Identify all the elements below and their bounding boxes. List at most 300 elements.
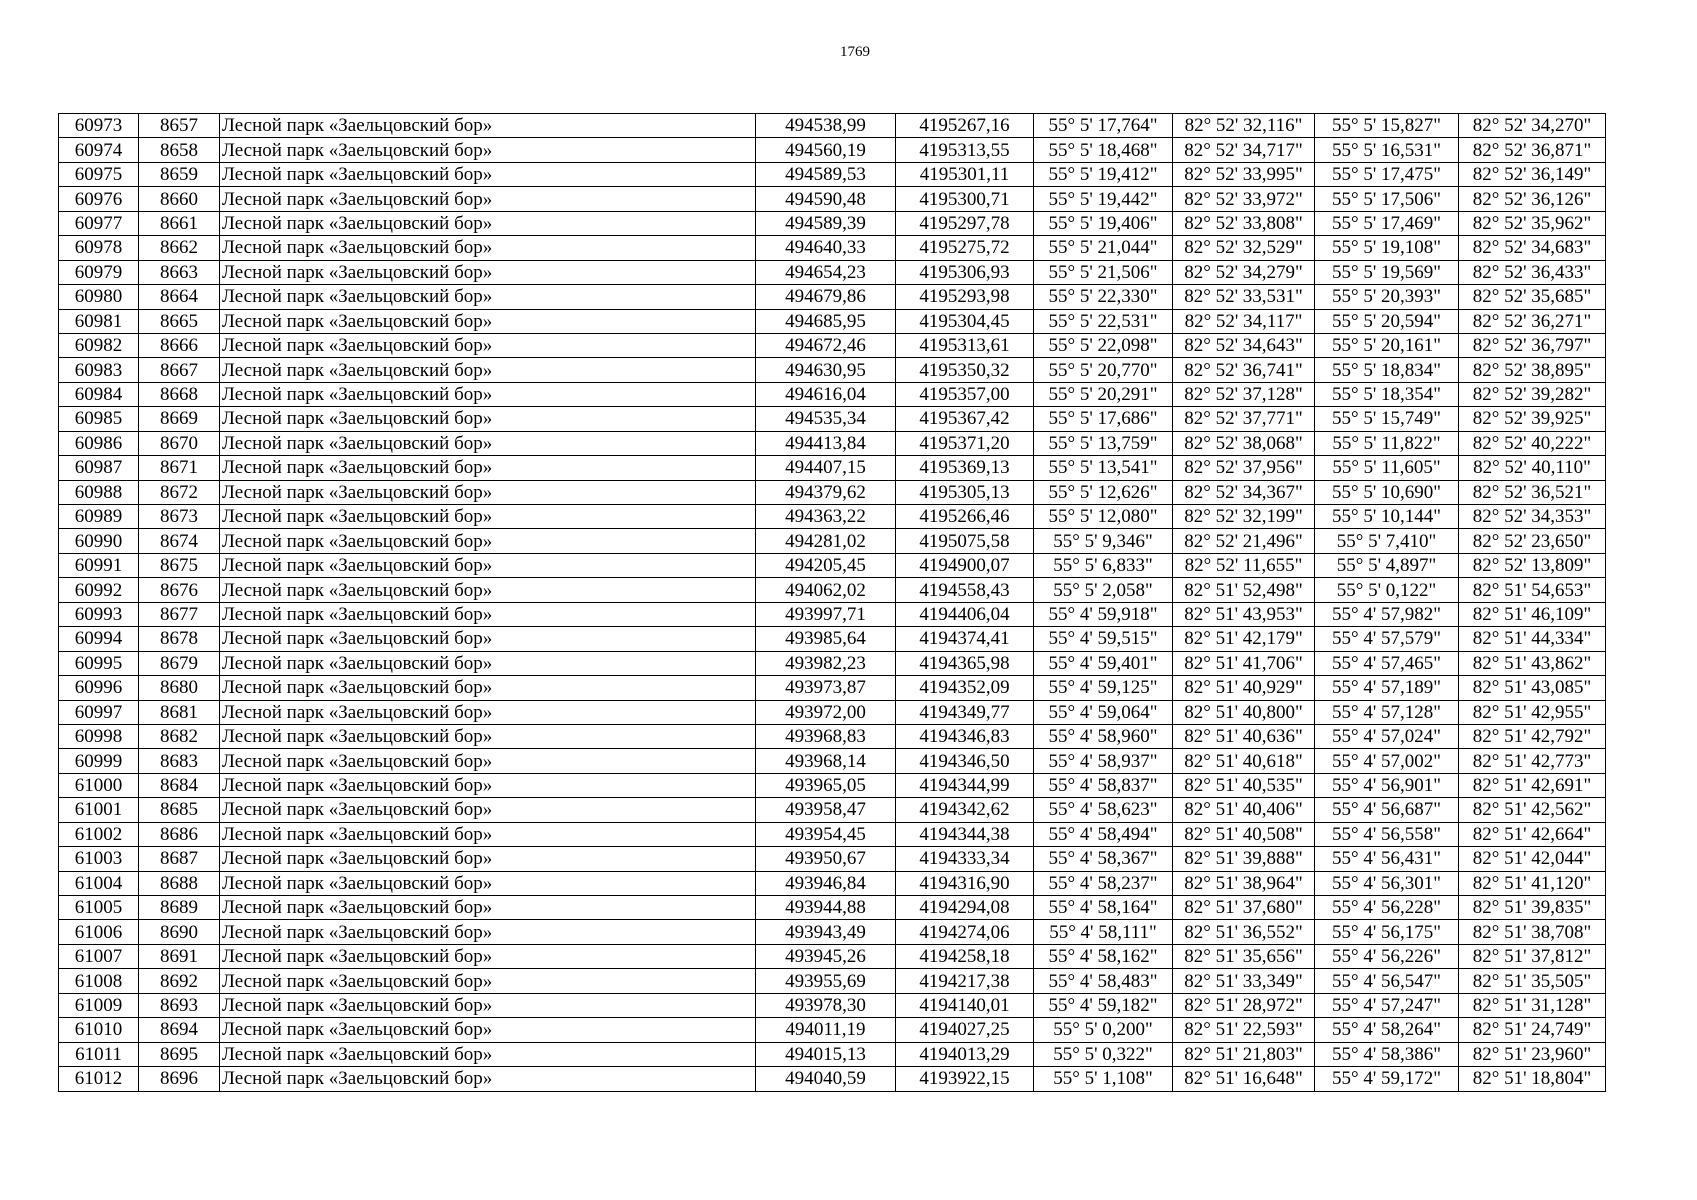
point-number-cell: 8688 xyxy=(139,871,220,895)
northing-cell: 4194258,18 xyxy=(896,944,1034,968)
easting-cell: 494538,99 xyxy=(756,114,896,138)
location-name-cell: Лесной парк «Заельцовский бор» xyxy=(220,749,756,773)
point-id-cell: 61008 xyxy=(59,969,139,993)
longitude-2-cell: 82° 52' 36,521" xyxy=(1459,480,1606,504)
location-name-cell: Лесной парк «Заельцовский бор» xyxy=(220,358,756,382)
point-number-cell: 8672 xyxy=(139,480,220,504)
longitude-2-cell: 82° 51' 41,120" xyxy=(1459,871,1606,895)
location-name-cell: Лесной парк «Заельцовский бор» xyxy=(220,211,756,235)
point-number-cell: 8660 xyxy=(139,187,220,211)
latitude-1-cell: 55° 5' 22,098" xyxy=(1034,333,1173,357)
point-number-cell: 8676 xyxy=(139,578,220,602)
longitude-2-cell: 82° 52' 36,271" xyxy=(1459,309,1606,333)
latitude-2-cell: 55° 5' 15,827" xyxy=(1315,114,1459,138)
easting-cell: 493958,47 xyxy=(756,798,896,822)
longitude-2-cell: 82° 51' 42,664" xyxy=(1459,822,1606,846)
latitude-1-cell: 55° 4' 59,401" xyxy=(1034,651,1173,675)
latitude-2-cell: 55° 4' 57,247" xyxy=(1315,993,1459,1017)
location-name-cell: Лесной парк «Заельцовский бор» xyxy=(220,602,756,626)
table-row xyxy=(59,749,1606,773)
northing-cell: 4195313,61 xyxy=(896,333,1034,357)
point-number-cell: 8679 xyxy=(139,651,220,675)
northing-cell: 4194140,01 xyxy=(896,993,1034,1017)
longitude-1-cell: 82° 52' 38,068" xyxy=(1173,431,1315,455)
point-number-cell: 8661 xyxy=(139,211,220,235)
longitude-1-cell: 82° 51' 16,648" xyxy=(1173,1067,1315,1091)
northing-cell: 4195275,72 xyxy=(896,236,1034,260)
longitude-1-cell: 82° 52' 37,128" xyxy=(1173,382,1315,406)
table-row xyxy=(59,676,1606,700)
point-number-cell: 8693 xyxy=(139,993,220,1017)
latitude-1-cell: 55° 5' 21,506" xyxy=(1034,260,1173,284)
northing-cell: 4195305,13 xyxy=(896,480,1034,504)
easting-cell: 494413,84 xyxy=(756,431,896,455)
northing-cell: 4195300,71 xyxy=(896,187,1034,211)
location-name-cell: Лесной парк «Заельцовский бор» xyxy=(220,651,756,675)
latitude-2-cell: 55° 4' 57,982" xyxy=(1315,602,1459,626)
point-number-cell: 8681 xyxy=(139,700,220,724)
latitude-1-cell: 55° 4' 58,494" xyxy=(1034,822,1173,846)
location-name-cell: Лесной парк «Заельцовский бор» xyxy=(220,529,756,553)
location-name-cell: Лесной парк «Заельцовский бор» xyxy=(220,724,756,748)
latitude-2-cell: 55° 5' 20,393" xyxy=(1315,285,1459,309)
point-id-cell: 60979 xyxy=(59,260,139,284)
location-name-cell: Лесной парк «Заельцовский бор» xyxy=(220,700,756,724)
latitude-1-cell: 55° 4' 58,367" xyxy=(1034,847,1173,871)
longitude-2-cell: 82° 52' 34,353" xyxy=(1459,505,1606,529)
latitude-2-cell: 55° 5' 17,469" xyxy=(1315,211,1459,235)
longitude-1-cell: 82° 51' 38,964" xyxy=(1173,871,1315,895)
latitude-1-cell: 55° 4' 58,623" xyxy=(1034,798,1173,822)
table-row xyxy=(59,138,1606,162)
latitude-2-cell: 55° 4' 57,128" xyxy=(1315,700,1459,724)
table-row xyxy=(59,1042,1606,1066)
table-row xyxy=(59,773,1606,797)
easting-cell: 493968,14 xyxy=(756,749,896,773)
easting-cell: 494654,23 xyxy=(756,260,896,284)
point-number-cell: 8664 xyxy=(139,285,220,309)
easting-cell: 493982,23 xyxy=(756,651,896,675)
longitude-2-cell: 82° 51' 39,835" xyxy=(1459,896,1606,920)
longitude-1-cell: 82° 51' 21,803" xyxy=(1173,1042,1315,1066)
longitude-2-cell: 82° 51' 42,691" xyxy=(1459,773,1606,797)
latitude-2-cell: 55° 4' 57,579" xyxy=(1315,627,1459,651)
point-number-cell: 8665 xyxy=(139,309,220,333)
longitude-2-cell: 82° 52' 40,222" xyxy=(1459,431,1606,455)
table-row xyxy=(59,260,1606,284)
longitude-2-cell: 82° 52' 39,282" xyxy=(1459,382,1606,406)
location-name-cell: Лесной парк «Заельцовский бор» xyxy=(220,236,756,260)
longitude-1-cell: 82° 52' 11,655" xyxy=(1173,553,1315,577)
point-number-cell: 8670 xyxy=(139,431,220,455)
point-id-cell: 60996 xyxy=(59,676,139,700)
longitude-1-cell: 82° 51' 35,656" xyxy=(1173,944,1315,968)
longitude-1-cell: 82° 52' 37,771" xyxy=(1173,407,1315,431)
longitude-2-cell: 82° 51' 24,749" xyxy=(1459,1018,1606,1042)
northing-cell: 4194352,09 xyxy=(896,676,1034,700)
point-id-cell: 60975 xyxy=(59,162,139,186)
point-id-cell: 60976 xyxy=(59,187,139,211)
easting-cell: 494685,95 xyxy=(756,309,896,333)
longitude-2-cell: 82° 52' 34,270" xyxy=(1459,114,1606,138)
location-name-cell: Лесной парк «Заельцовский бор» xyxy=(220,896,756,920)
point-id-cell: 60992 xyxy=(59,578,139,602)
longitude-1-cell: 82° 52' 32,116" xyxy=(1173,114,1315,138)
table-row xyxy=(59,285,1606,309)
latitude-2-cell: 55° 5' 19,569" xyxy=(1315,260,1459,284)
latitude-2-cell: 55° 4' 58,264" xyxy=(1315,1018,1459,1042)
longitude-1-cell: 82° 52' 34,117" xyxy=(1173,309,1315,333)
latitude-1-cell: 55° 5' 21,044" xyxy=(1034,236,1173,260)
latitude-1-cell: 55° 5' 0,200" xyxy=(1034,1018,1173,1042)
latitude-1-cell: 55° 5' 20,291" xyxy=(1034,382,1173,406)
point-number-cell: 8685 xyxy=(139,798,220,822)
latitude-1-cell: 55° 4' 58,937" xyxy=(1034,749,1173,773)
point-id-cell: 60999 xyxy=(59,749,139,773)
table-row xyxy=(59,822,1606,846)
easting-cell: 494040,59 xyxy=(756,1067,896,1091)
latitude-1-cell: 55° 5' 22,531" xyxy=(1034,309,1173,333)
latitude-1-cell: 55° 5' 12,080" xyxy=(1034,505,1173,529)
northing-cell: 4194294,08 xyxy=(896,896,1034,920)
table-row xyxy=(59,724,1606,748)
easting-cell: 493972,00 xyxy=(756,700,896,724)
longitude-2-cell: 82° 51' 23,960" xyxy=(1459,1042,1606,1066)
point-id-cell: 60984 xyxy=(59,382,139,406)
location-name-cell: Лесной парк «Заельцовский бор» xyxy=(220,382,756,406)
northing-cell: 4194346,50 xyxy=(896,749,1034,773)
table-row xyxy=(59,847,1606,871)
latitude-2-cell: 55° 5' 17,475" xyxy=(1315,162,1459,186)
point-number-cell: 8689 xyxy=(139,896,220,920)
point-id-cell: 61011 xyxy=(59,1042,139,1066)
point-number-cell: 8692 xyxy=(139,969,220,993)
northing-cell: 4194374,41 xyxy=(896,627,1034,651)
longitude-1-cell: 82° 51' 41,706" xyxy=(1173,651,1315,675)
easting-cell: 493946,84 xyxy=(756,871,896,895)
point-id-cell: 61000 xyxy=(59,773,139,797)
location-name-cell: Лесной парк «Заельцовский бор» xyxy=(220,260,756,284)
northing-cell: 4194558,43 xyxy=(896,578,1034,602)
easting-cell: 494281,02 xyxy=(756,529,896,553)
point-id-cell: 60974 xyxy=(59,138,139,162)
northing-cell: 4195301,11 xyxy=(896,162,1034,186)
location-name-cell: Лесной парк «Заельцовский бор» xyxy=(220,969,756,993)
northing-cell: 4195293,98 xyxy=(896,285,1034,309)
latitude-2-cell: 55° 5' 11,822" xyxy=(1315,431,1459,455)
longitude-1-cell: 82° 51' 42,179" xyxy=(1173,627,1315,651)
longitude-2-cell: 82° 51' 38,708" xyxy=(1459,920,1606,944)
point-id-cell: 60986 xyxy=(59,431,139,455)
point-id-cell: 60991 xyxy=(59,553,139,577)
table-row xyxy=(59,358,1606,382)
latitude-2-cell: 55° 4' 56,226" xyxy=(1315,944,1459,968)
longitude-2-cell: 82° 52' 36,149" xyxy=(1459,162,1606,186)
easting-cell: 493997,71 xyxy=(756,602,896,626)
point-number-cell: 8680 xyxy=(139,676,220,700)
longitude-1-cell: 82° 51' 40,618" xyxy=(1173,749,1315,773)
longitude-2-cell: 82° 51' 42,562" xyxy=(1459,798,1606,822)
longitude-1-cell: 82° 52' 32,199" xyxy=(1173,505,1315,529)
longitude-1-cell: 82° 51' 33,349" xyxy=(1173,969,1315,993)
latitude-1-cell: 55° 5' 17,764" xyxy=(1034,114,1173,138)
northing-cell: 4194346,83 xyxy=(896,724,1034,748)
latitude-2-cell: 55° 5' 17,506" xyxy=(1315,187,1459,211)
easting-cell: 493978,30 xyxy=(756,993,896,1017)
table-row xyxy=(59,211,1606,235)
northing-cell: 4193922,15 xyxy=(896,1067,1034,1091)
point-number-cell: 8690 xyxy=(139,920,220,944)
point-number-cell: 8683 xyxy=(139,749,220,773)
latitude-1-cell: 55° 5' 13,541" xyxy=(1034,456,1173,480)
northing-cell: 4194342,62 xyxy=(896,798,1034,822)
easting-cell: 494616,04 xyxy=(756,382,896,406)
easting-cell: 494062,02 xyxy=(756,578,896,602)
page-number: 1769 xyxy=(840,44,870,60)
location-name-cell: Лесной парк «Заельцовский бор» xyxy=(220,456,756,480)
longitude-2-cell: 82° 51' 42,792" xyxy=(1459,724,1606,748)
latitude-1-cell: 55° 4' 59,182" xyxy=(1034,993,1173,1017)
point-number-cell: 8669 xyxy=(139,407,220,431)
point-id-cell: 60990 xyxy=(59,529,139,553)
point-id-cell: 60988 xyxy=(59,480,139,504)
latitude-2-cell: 55° 4' 56,228" xyxy=(1315,896,1459,920)
location-name-cell: Лесной парк «Заельцовский бор» xyxy=(220,822,756,846)
table-row xyxy=(59,236,1606,260)
northing-cell: 4194013,29 xyxy=(896,1042,1034,1066)
longitude-2-cell: 82° 51' 44,334" xyxy=(1459,627,1606,651)
latitude-1-cell: 55° 5' 13,759" xyxy=(1034,431,1173,455)
latitude-1-cell: 55° 5' 12,626" xyxy=(1034,480,1173,504)
longitude-1-cell: 82° 52' 33,808" xyxy=(1173,211,1315,235)
easting-cell: 494590,48 xyxy=(756,187,896,211)
latitude-2-cell: 55° 4' 56,687" xyxy=(1315,798,1459,822)
longitude-2-cell: 82° 52' 36,797" xyxy=(1459,333,1606,357)
northing-cell: 4194217,38 xyxy=(896,969,1034,993)
easting-cell: 494679,86 xyxy=(756,285,896,309)
location-name-cell: Лесной парк «Заельцовский бор» xyxy=(220,431,756,455)
table-row xyxy=(59,602,1606,626)
latitude-2-cell: 55° 5' 7,410" xyxy=(1315,529,1459,553)
longitude-2-cell: 82° 51' 18,804" xyxy=(1459,1067,1606,1091)
latitude-1-cell: 55° 4' 58,111" xyxy=(1034,920,1173,944)
point-id-cell: 60980 xyxy=(59,285,139,309)
point-number-cell: 8691 xyxy=(139,944,220,968)
point-number-cell: 8673 xyxy=(139,505,220,529)
longitude-1-cell: 82° 52' 34,643" xyxy=(1173,333,1315,357)
latitude-2-cell: 55° 4' 56,175" xyxy=(1315,920,1459,944)
table-row xyxy=(59,871,1606,895)
latitude-1-cell: 55° 4' 58,960" xyxy=(1034,724,1173,748)
location-name-cell: Лесной парк «Заельцовский бор» xyxy=(220,187,756,211)
location-name-cell: Лесной парк «Заельцовский бор» xyxy=(220,920,756,944)
latitude-2-cell: 55° 5' 11,605" xyxy=(1315,456,1459,480)
point-id-cell: 60978 xyxy=(59,236,139,260)
latitude-1-cell: 55° 5' 9,346" xyxy=(1034,529,1173,553)
point-id-cell: 60983 xyxy=(59,358,139,382)
latitude-2-cell: 55° 4' 59,172" xyxy=(1315,1067,1459,1091)
location-name-cell: Лесной парк «Заельцовский бор» xyxy=(220,627,756,651)
northing-cell: 4194027,25 xyxy=(896,1018,1034,1042)
longitude-1-cell: 82° 52' 34,279" xyxy=(1173,260,1315,284)
northing-cell: 4195357,00 xyxy=(896,382,1034,406)
longitude-1-cell: 82° 52' 32,529" xyxy=(1173,236,1315,260)
location-name-cell: Лесной парк «Заельцовский бор» xyxy=(220,480,756,504)
table-row xyxy=(59,944,1606,968)
point-id-cell: 60977 xyxy=(59,211,139,235)
longitude-1-cell: 82° 52' 33,531" xyxy=(1173,285,1315,309)
longitude-2-cell: 82° 52' 36,433" xyxy=(1459,260,1606,284)
easting-cell: 494363,22 xyxy=(756,505,896,529)
longitude-2-cell: 82° 52' 23,650" xyxy=(1459,529,1606,553)
easting-cell: 494630,95 xyxy=(756,358,896,382)
point-id-cell: 60995 xyxy=(59,651,139,675)
northing-cell: 4195306,93 xyxy=(896,260,1034,284)
easting-cell: 494589,39 xyxy=(756,211,896,235)
longitude-2-cell: 82° 52' 36,871" xyxy=(1459,138,1606,162)
table-row xyxy=(59,456,1606,480)
point-number-cell: 8677 xyxy=(139,602,220,626)
latitude-1-cell: 55° 5' 0,322" xyxy=(1034,1042,1173,1066)
latitude-2-cell: 55° 4' 56,301" xyxy=(1315,871,1459,895)
longitude-2-cell: 82° 51' 35,505" xyxy=(1459,969,1606,993)
easting-cell: 493954,45 xyxy=(756,822,896,846)
latitude-1-cell: 55° 5' 6,833" xyxy=(1034,553,1173,577)
latitude-1-cell: 55° 4' 58,837" xyxy=(1034,773,1173,797)
latitude-2-cell: 55° 5' 10,690" xyxy=(1315,480,1459,504)
table-row xyxy=(59,896,1606,920)
latitude-2-cell: 55° 4' 58,386" xyxy=(1315,1042,1459,1066)
point-id-cell: 60981 xyxy=(59,309,139,333)
latitude-1-cell: 55° 5' 2,058" xyxy=(1034,578,1173,602)
latitude-2-cell: 55° 5' 19,108" xyxy=(1315,236,1459,260)
table-row xyxy=(59,407,1606,431)
point-number-cell: 8659 xyxy=(139,162,220,186)
location-name-cell: Лесной парк «Заельцовский бор» xyxy=(220,578,756,602)
location-name-cell: Лесной парк «Заельцовский бор» xyxy=(220,1018,756,1042)
easting-cell: 494672,46 xyxy=(756,333,896,357)
point-id-cell: 61009 xyxy=(59,993,139,1017)
latitude-1-cell: 55° 4' 58,162" xyxy=(1034,944,1173,968)
table-row xyxy=(59,333,1606,357)
easting-cell: 493944,88 xyxy=(756,896,896,920)
location-name-cell: Лесной парк «Заельцовский бор» xyxy=(220,114,756,138)
easting-cell: 493945,26 xyxy=(756,944,896,968)
easting-cell: 493943,49 xyxy=(756,920,896,944)
table-row xyxy=(59,627,1606,651)
point-number-cell: 8667 xyxy=(139,358,220,382)
longitude-2-cell: 82° 52' 34,683" xyxy=(1459,236,1606,260)
latitude-2-cell: 55° 4' 57,002" xyxy=(1315,749,1459,773)
point-number-cell: 8666 xyxy=(139,333,220,357)
point-id-cell: 60998 xyxy=(59,724,139,748)
point-id-cell: 61012 xyxy=(59,1067,139,1091)
latitude-2-cell: 55° 5' 20,594" xyxy=(1315,309,1459,333)
latitude-1-cell: 55° 4' 59,125" xyxy=(1034,676,1173,700)
longitude-2-cell: 82° 52' 40,110" xyxy=(1459,456,1606,480)
latitude-1-cell: 55° 5' 19,442" xyxy=(1034,187,1173,211)
table-row xyxy=(59,553,1606,577)
latitude-2-cell: 55° 5' 18,354" xyxy=(1315,382,1459,406)
point-number-cell: 8657 xyxy=(139,114,220,138)
location-name-cell: Лесной парк «Заельцовский бор» xyxy=(220,1042,756,1066)
easting-cell: 494535,34 xyxy=(756,407,896,431)
easting-cell: 494015,13 xyxy=(756,1042,896,1066)
location-name-cell: Лесной парк «Заельцовский бор» xyxy=(220,993,756,1017)
longitude-2-cell: 82° 51' 42,773" xyxy=(1459,749,1606,773)
table-row xyxy=(59,505,1606,529)
location-name-cell: Лесной парк «Заельцовский бор» xyxy=(220,285,756,309)
location-name-cell: Лесной парк «Заельцовский бор» xyxy=(220,162,756,186)
table-row xyxy=(59,480,1606,504)
northing-cell: 4194900,07 xyxy=(896,553,1034,577)
easting-cell: 494589,53 xyxy=(756,162,896,186)
latitude-1-cell: 55° 5' 22,330" xyxy=(1034,285,1173,309)
point-number-cell: 8658 xyxy=(139,138,220,162)
point-number-cell: 8663 xyxy=(139,260,220,284)
longitude-1-cell: 82° 51' 40,406" xyxy=(1173,798,1315,822)
longitude-1-cell: 82° 52' 33,995" xyxy=(1173,162,1315,186)
northing-cell: 4195369,13 xyxy=(896,456,1034,480)
table-row xyxy=(59,651,1606,675)
latitude-2-cell: 55° 5' 4,897" xyxy=(1315,553,1459,577)
longitude-1-cell: 82° 52' 33,972" xyxy=(1173,187,1315,211)
latitude-1-cell: 55° 5' 20,770" xyxy=(1034,358,1173,382)
longitude-2-cell: 82° 52' 36,126" xyxy=(1459,187,1606,211)
latitude-1-cell: 55° 5' 17,686" xyxy=(1034,407,1173,431)
point-id-cell: 60993 xyxy=(59,602,139,626)
location-name-cell: Лесной парк «Заельцовский бор» xyxy=(220,553,756,577)
northing-cell: 4194344,99 xyxy=(896,773,1034,797)
location-name-cell: Лесной парк «Заельцовский бор» xyxy=(220,871,756,895)
easting-cell: 494205,45 xyxy=(756,553,896,577)
latitude-1-cell: 55° 5' 19,406" xyxy=(1034,211,1173,235)
point-id-cell: 60997 xyxy=(59,700,139,724)
point-number-cell: 8696 xyxy=(139,1067,220,1091)
latitude-2-cell: 55° 5' 15,749" xyxy=(1315,407,1459,431)
table-row xyxy=(59,1067,1606,1091)
location-name-cell: Лесной парк «Заельцовский бор» xyxy=(220,676,756,700)
latitude-2-cell: 55° 4' 56,901" xyxy=(1315,773,1459,797)
latitude-1-cell: 55° 5' 19,412" xyxy=(1034,162,1173,186)
point-number-cell: 8695 xyxy=(139,1042,220,1066)
latitude-1-cell: 55° 4' 58,483" xyxy=(1034,969,1173,993)
point-number-cell: 8686 xyxy=(139,822,220,846)
point-id-cell: 61001 xyxy=(59,798,139,822)
longitude-1-cell: 82° 51' 28,972" xyxy=(1173,993,1315,1017)
location-name-cell: Лесной парк «Заельцовский бор» xyxy=(220,847,756,871)
location-name-cell: Лесной парк «Заельцовский бор» xyxy=(220,505,756,529)
location-name-cell: Лесной парк «Заельцовский бор» xyxy=(220,333,756,357)
northing-cell: 4195367,42 xyxy=(896,407,1034,431)
longitude-2-cell: 82° 51' 54,653" xyxy=(1459,578,1606,602)
table-row xyxy=(59,382,1606,406)
longitude-2-cell: 82° 51' 42,955" xyxy=(1459,700,1606,724)
point-number-cell: 8668 xyxy=(139,382,220,406)
table-row xyxy=(59,700,1606,724)
longitude-1-cell: 82° 52' 21,496" xyxy=(1173,529,1315,553)
longitude-2-cell: 82° 52' 35,685" xyxy=(1459,285,1606,309)
latitude-2-cell: 55° 4' 56,431" xyxy=(1315,847,1459,871)
longitude-1-cell: 82° 51' 43,953" xyxy=(1173,602,1315,626)
table-row xyxy=(59,162,1606,186)
latitude-2-cell: 55° 5' 10,144" xyxy=(1315,505,1459,529)
point-number-cell: 8662 xyxy=(139,236,220,260)
point-id-cell: 61003 xyxy=(59,847,139,871)
latitude-2-cell: 55° 4' 57,024" xyxy=(1315,724,1459,748)
longitude-1-cell: 82° 51' 52,498" xyxy=(1173,578,1315,602)
latitude-1-cell: 55° 4' 58,237" xyxy=(1034,871,1173,895)
